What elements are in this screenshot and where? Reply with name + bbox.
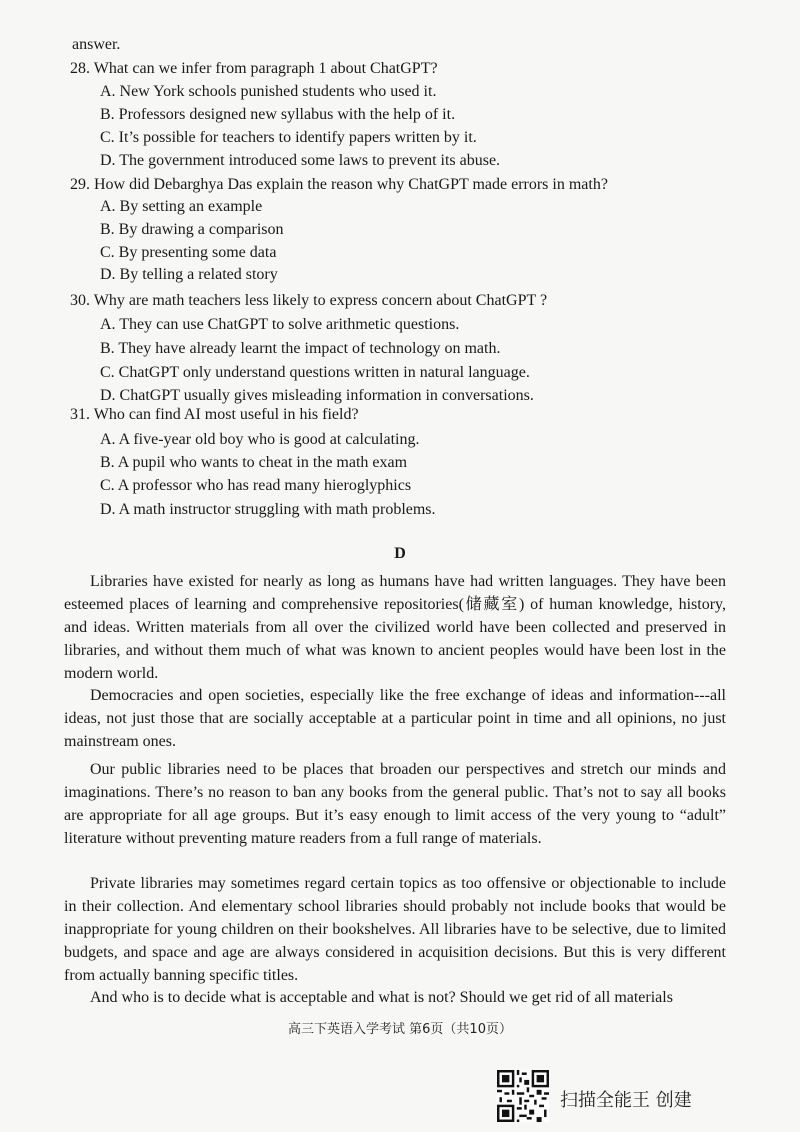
page-footer: 高三下英语入学考试 第6页（共10页） [288, 1022, 512, 1037]
question-28-stem: 28. What can we infer from paragraph 1 about ChatGPT? [70, 60, 438, 77]
question-30-stem: 30. Why are math teachers less likely to express concern about ChatGPT ? [70, 292, 548, 309]
section-heading: D [394, 545, 406, 562]
passage-paragraph-1: Libraries have existed for nearly as long as humans have had written languages. They have been esteemed places of learning and comprehensive repositories(储藏室) of human knowledge, history, and ideas. Written materials from all over the civilized world have been collected and preserved in libraries, and without them much of what was known to ancient peoples would have been lost in the modern world. [64, 573, 726, 682]
question-29-option-a: A. By setting an example [100, 198, 263, 215]
passage-paragraph-5: And who is to decide what is acceptable and what is not? Should we get rid of all materials [90, 989, 673, 1006]
question-30-option-b: B. They have already learnt the impact of technology on math. [100, 340, 501, 357]
question-31-option-c: C. A professor who has read many hieroglyphics [100, 477, 412, 494]
qr-code-icon [497, 1070, 549, 1122]
question-31-option-d: D. A math instructor struggling with math problems. [100, 501, 436, 518]
question-29-stem: 29. How did Debarghya Das explain the reason why ChatGPT made errors in math? [70, 176, 608, 193]
question-28-option-c: C. It’s possible for teachers to identify papers written by it. [100, 129, 477, 146]
passage-paragraph-3: Our public libraries need to be places that broaden our perspectives and stretch our minds and imaginations. There’s no reason to ban any books from the general public. That’s not to say all books are appropriate for all age groups. But it’s easy enough to limit access of the very young to “adult” literature without preventing mature readers from a full range of materials. [64, 761, 726, 847]
question-28-option-d: D. The government introduced some laws to prevent its abuse. [100, 152, 501, 169]
question-31-option-b: B. A pupil who wants to cheat in the math exam [100, 454, 408, 471]
passage-paragraph-2: Democracies and open societies, especially like the free exchange of ideas and information---all ideas, not just those that are socially acceptable at a particular point in time and all opinions, no just mainstream ones. [64, 687, 726, 750]
question-30-option-a: A. They can use ChatGPT to solve arithmetic questions. [100, 316, 460, 333]
scanner-watermark-label: 扫描全能王 创建 [560, 1090, 692, 1111]
question-29-option-d: D. By telling a related story [100, 266, 278, 283]
question-28-option-a: A. New York schools punished students who used it. [100, 83, 437, 100]
question-29-option-c: C. By presenting some data [100, 244, 277, 261]
question-31-option-a: A. A five-year old boy who is good at calculating. [100, 431, 420, 448]
question-30-option-c: C. ChatGPT only understand questions written in natural language. [100, 364, 530, 381]
question-31-stem: 31. Who can find AI most useful in his field? [70, 406, 359, 423]
question-29-option-b: B. By drawing a comparison [100, 221, 284, 238]
top-fragment: answer. [72, 36, 121, 53]
question-30-option-d: D. ChatGPT usually gives misleading information in conversations. [100, 387, 534, 404]
passage-paragraph-4: Private libraries may sometimes regard certain topics as too offensive or objectionable to include in their collection. And elementary school libraries should probably not include books that would be inappropriate for young children on their bookshelves. All libraries have to be selective, due to limited budgets, and space and age are always considered in acquisition decisions. But this is very different from actually banning specific titles. [64, 875, 726, 984]
question-28-option-b: B. Professors designed new syllabus with the help of it. [100, 106, 456, 123]
